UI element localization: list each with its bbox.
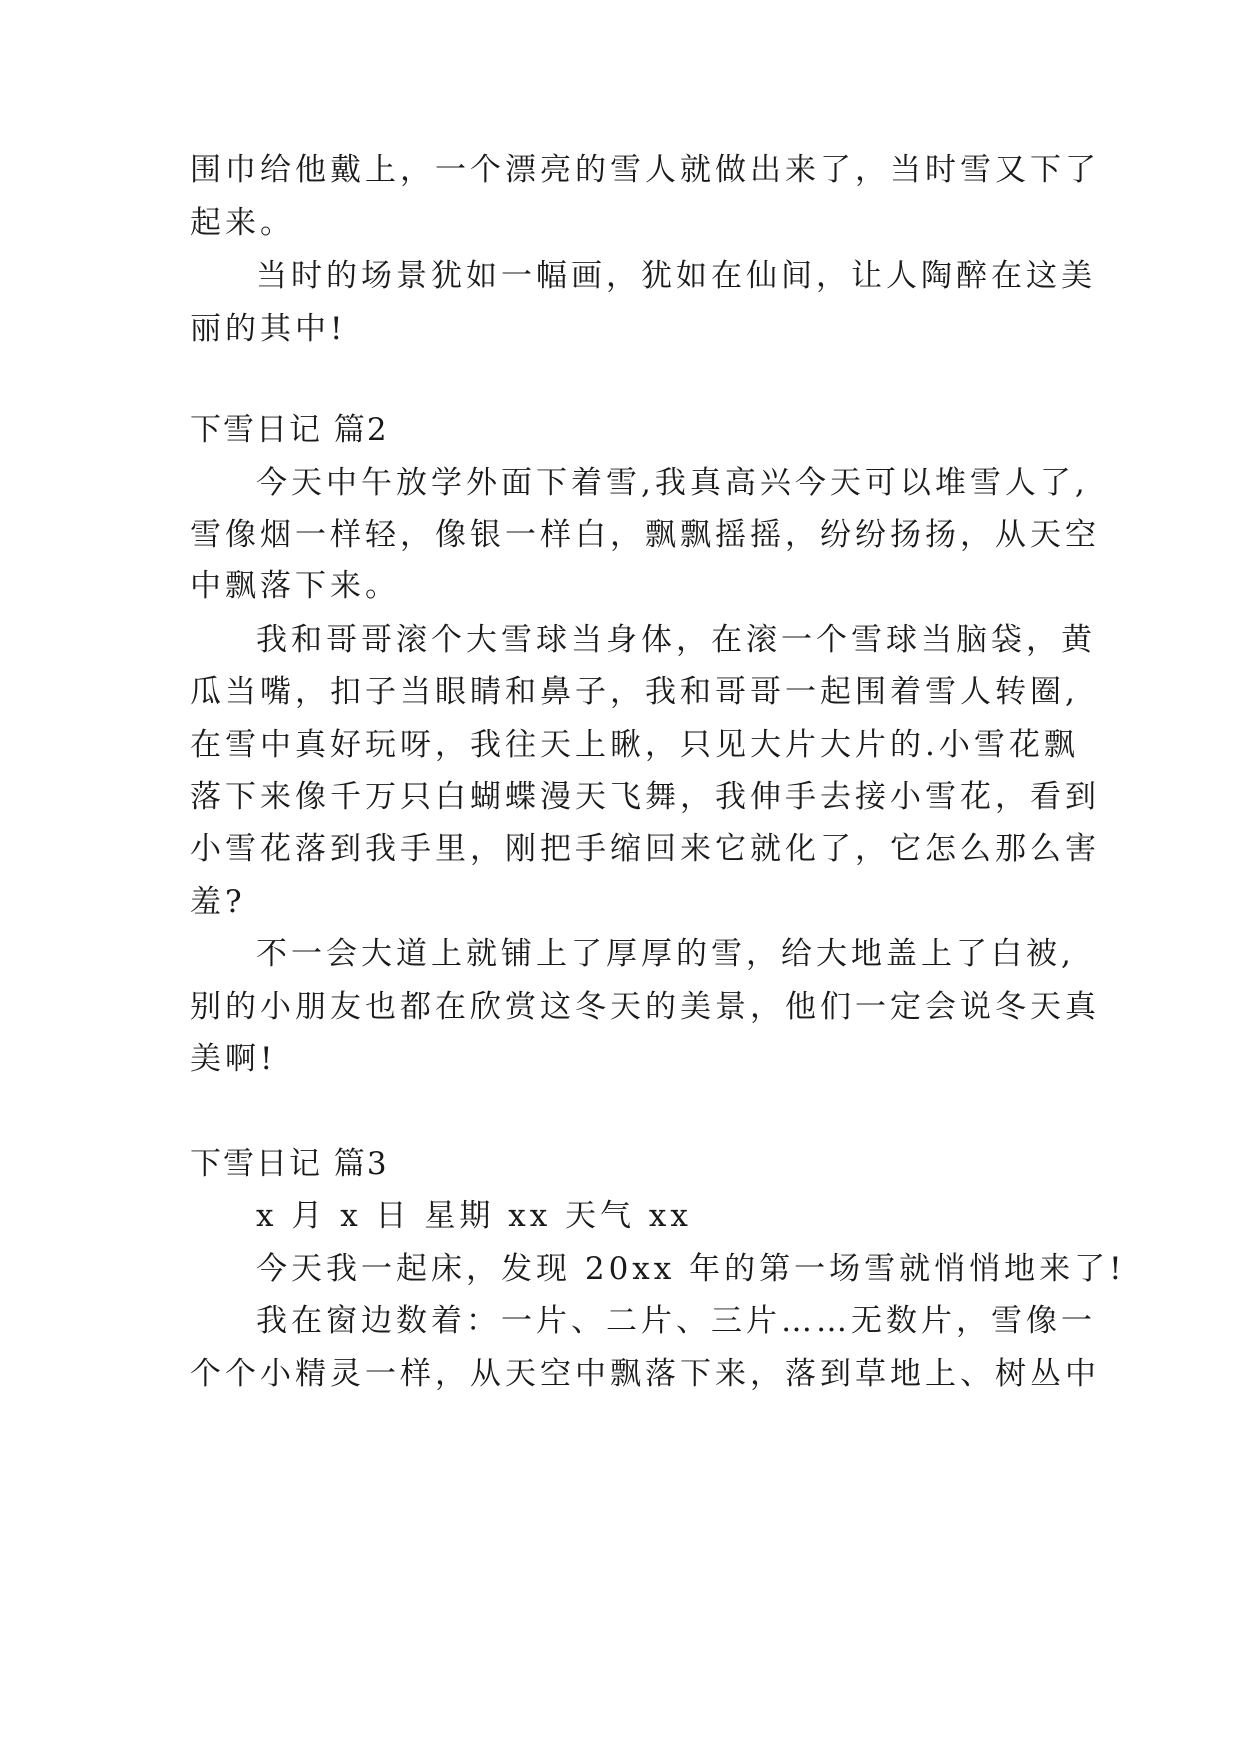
paragraph-line: 在雪中真好玩呀，我往天上瞅，只见大片大片的.小雪花飘 [190,727,1079,763]
paragraph-line: 落下来像千万只白蝴蝶漫天飞舞，我伸手去接小雪花，看到 [190,779,1100,815]
paragraph-line: 我在窗边数着：一片、二片、三片……无数片，雪像一 [256,1303,1096,1339]
section-heading: 下雪日记 篇2 [190,412,389,448]
paragraph-line: 围巾给他戴上，一个漂亮的雪人就做出来了，当时雪又下了 [190,152,1100,188]
paragraph-line: 丽的其中! [190,311,347,347]
section-heading: 下雪日记 篇3 [190,1146,389,1182]
paragraph-line: 中飘落下来。 [190,568,400,604]
paragraph-line: 今天我一起床，发现 20xx 年的第一场雪就悄悄地来了! [256,1251,1126,1287]
diary-date-line: x 月 x 日 星期 xx 天气 xx [256,1198,692,1234]
paragraph-line: 当时的场景犹如一幅画，犹如在仙间，让人陶醉在这美 [256,258,1096,294]
paragraph-line: 雪像烟一样轻，像银一样白，飘飘摇摇，纷纷扬扬，从天空 [190,517,1100,553]
paragraph-line: 别的小朋友也都在欣赏这冬天的美景，他们一定会说冬天真 [190,989,1100,1025]
paragraph-line: 羞? [190,884,246,920]
paragraph-line: 个个小精灵一样，从天空中飘落下来，落到草地上、树丛中 [190,1356,1100,1392]
paragraph-line: 小雪花落到我手里，刚把手缩回来它就化了，它怎么那么害 [190,831,1100,867]
paragraph-line: 美啊! [190,1041,277,1077]
paragraph-line: 瓜当嘴，扣子当眼睛和鼻子，我和哥哥一起围着雪人转圈, [190,674,1079,710]
paragraph-line: 不一会大道上就铺上了厚厚的雪，给大地盖上了白被, [256,936,1075,972]
paragraph-line: 今天中午放学外面下着雪,我真高兴今天可以堆雪人了, [256,465,1089,501]
paragraph-line: 我和哥哥滚个大雪球当身体，在滚一个雪球当脑袋，黄 [256,622,1096,658]
paragraph-line: 起来。 [190,205,295,241]
